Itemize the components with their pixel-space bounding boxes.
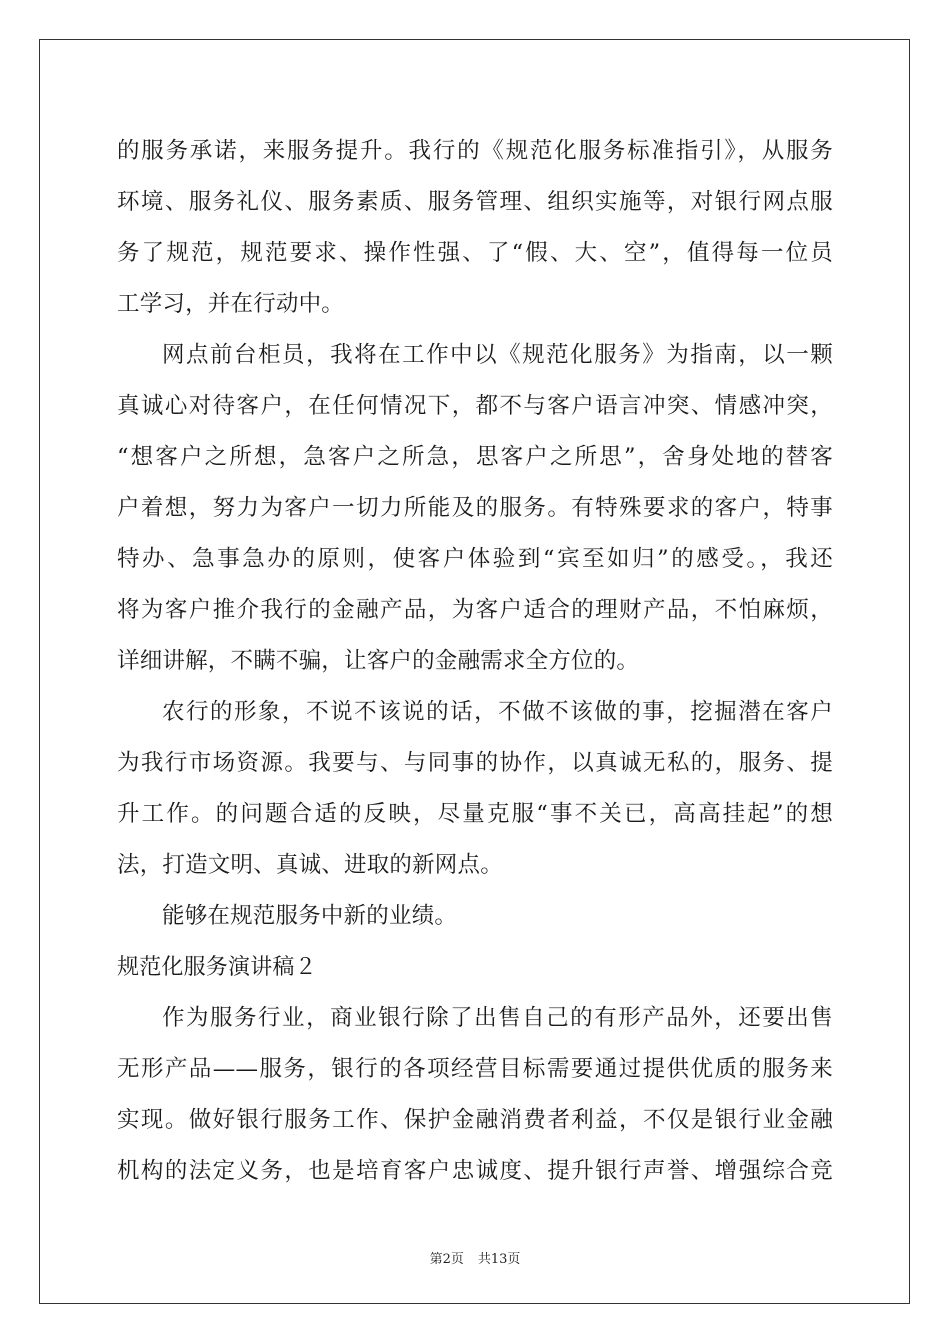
text-line: 农行的形象，不说不该说的话，不做不该做的事，挖掘潜在客户 xyxy=(162,699,833,725)
text-line: 真诚心对待客户，在任何情况下，都不与客户语言冲突、情感冲突， xyxy=(117,393,833,419)
text-line: 的服务承诺，来服务提升。我行的《规范化服务标准指引》，从服务 xyxy=(117,138,833,164)
text-line: 详细讲解，不瞒不骗，让客户的金融需求全方位的。 xyxy=(117,648,640,674)
page-footer xyxy=(0,1248,950,1267)
text-line: 实现。做好银行服务工作、保护金融消费者利益，不仅是银行业金融 xyxy=(117,1107,833,1133)
text-line: 作为服务行业，商业银行除了出售自己的有形产品外，还要出售 xyxy=(162,1005,833,1031)
text-line: 将为客户推介我行的金融产品，为客户适合的理财产品，不怕麻烦， xyxy=(117,597,833,623)
text-line: 为我行市场资源。我要与、与同事的协作，以真诚无私的，服务、提 xyxy=(117,750,833,776)
document-body xyxy=(117,126,833,1197)
text-line: 户着想，努力为客户一切力所能及的服务。有特殊要求的客户，特事 xyxy=(117,495,833,521)
text-line: 环境、服务礼仪、服务素质、服务管理、组织实施等，对银行网点服 xyxy=(117,189,833,215)
text-line: 机构的法定义务，也是培育客户忠诚度、提升银行声誉、增强综合竞 xyxy=(117,1158,833,1184)
text-line: 务了规范，规范要求、操作性强、了“假、大、空”，值得每一位员 xyxy=(117,240,833,266)
page-number: 第2页 xyxy=(429,1252,464,1267)
text-line: 升工作。的问题合适的反映，尽量克服“事不关已，高高挂起”的想 xyxy=(117,801,833,827)
text-line: 工学习，并在行动中。 xyxy=(117,291,345,317)
text-line: “想客户之所想，急客户之所急，思客户之所思”，舍身处地的替客 xyxy=(117,444,833,470)
text-line: 法，打造文明、真诚、进取的新网点。 xyxy=(117,852,503,878)
text-line: 无形产品——服务，银行的各项经营目标需要通过提供优质的服务来 xyxy=(117,1056,833,1082)
section-heading: 规范化服务演讲稿２ xyxy=(117,955,317,980)
text-line: 网点前台柜员，我将在工作中以《规范化服务》为指南，以一颗 xyxy=(162,342,833,368)
text-line: 能够在规范服务中新的业绩。 xyxy=(162,903,458,929)
page-total: 共13页 xyxy=(477,1252,521,1267)
text-line: 特办、急事急办的原则，使客户体验到“宾至如归”的感受。，我还 xyxy=(117,546,833,572)
